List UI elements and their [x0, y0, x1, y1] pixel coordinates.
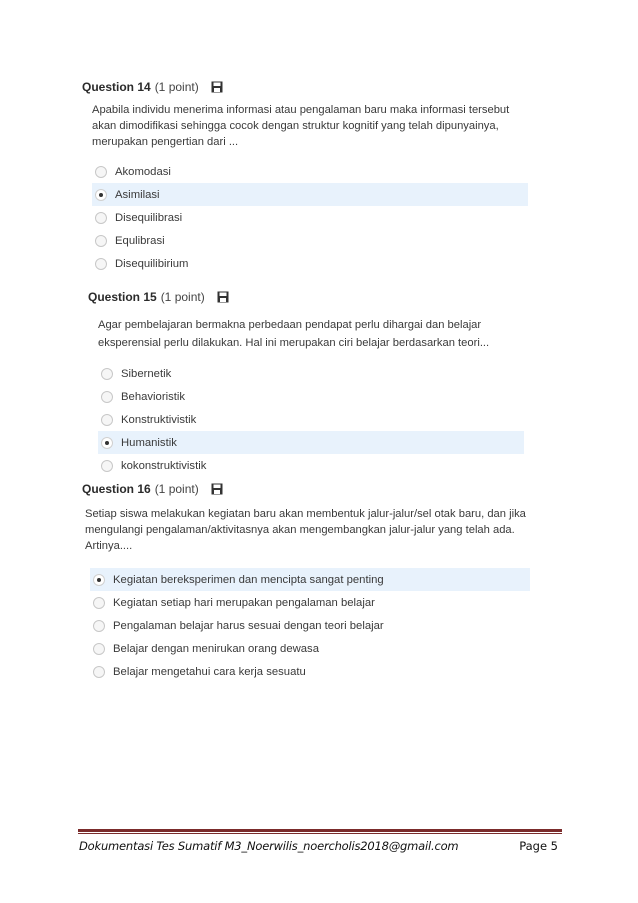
save-icon[interactable] — [211, 81, 223, 93]
option-label: kokonstruktivistik — [121, 459, 207, 472]
option-label: Behavioristik — [121, 390, 186, 403]
option-label: Belajar mengetahui cara kerja sesuatu — [113, 665, 306, 678]
question-points: (1 point) — [154, 80, 199, 94]
question-header — [82, 80, 532, 94]
radio-button[interactable] — [101, 414, 113, 426]
option-menirukan[interactable] — [90, 637, 530, 660]
option-label: Humanistik — [121, 436, 177, 449]
option-bereksperimen[interactable] — [90, 568, 530, 591]
option-label: Asimilasi — [115, 188, 160, 201]
footer-rule-thin — [78, 833, 562, 834]
save-icon[interactable] — [217, 291, 229, 303]
option-label: Kegiatan bereksperimen dan mencipta sangat penting — [113, 573, 384, 586]
radio-button[interactable] — [93, 597, 105, 609]
radio-button[interactable] — [93, 666, 105, 678]
footer-rule — [78, 829, 562, 832]
option-equlibrasi[interactable] — [92, 229, 528, 252]
radio-button[interactable] — [95, 212, 107, 224]
radio-button[interactable] — [101, 391, 113, 403]
radio-button[interactable] — [95, 235, 107, 247]
question-points: (1 point) — [154, 482, 199, 496]
option-label: Disequilibirium — [115, 257, 189, 270]
question-points: (1 point) — [160, 290, 205, 304]
question-text: Setiap siswa melakukan kegiatan baru akan membentuk jalur-jalur/sel otak baru, dan jika mengulangi pengalaman/aktivitasnya akan mengembangkan jalur-jalur yang telah ada. Artinya.... — [85, 508, 526, 552]
option-setiap-hari[interactable] — [90, 591, 530, 614]
radio-button-selected[interactable] — [95, 189, 107, 201]
options-list — [92, 160, 528, 275]
radio-button[interactable] — [93, 643, 105, 655]
question-title: Question 14 — [82, 80, 151, 94]
option-label: Belajar dengan menirukan orang dewasa — [113, 642, 319, 655]
question-header — [88, 290, 528, 304]
question-16 — [82, 482, 532, 683]
question-text: Agar pembelajaran bermakna perbedaan pendapat perlu dihargai dan belajar eksperensial perlu dilakukan. Hal ini merupakan ciri belajar berdasarkan teori... — [98, 319, 490, 349]
option-label: Equlibrasi — [115, 234, 165, 247]
option-disequilibirium[interactable] — [92, 252, 528, 275]
question-text: Apabila individu menerima informasi atau pengalaman baru maka informasi tersebut akan dimodifikasi sehingga cocok dengan struktur kognitif yang telah dipunyainya, merupakan pengertian dari ... — [92, 104, 510, 148]
radio-button[interactable] — [101, 368, 113, 380]
option-label: Akomodasi — [115, 165, 171, 178]
option-sibernetik[interactable] — [98, 362, 524, 385]
option-kokonstruktivistik[interactable] — [98, 454, 524, 477]
footer-document-title: Dokumentasi Tes Sumatif M3_Noerwilis_noercholis2018@gmail.com — [79, 839, 459, 853]
question-header — [82, 482, 532, 496]
radio-button[interactable] — [95, 258, 107, 270]
question-title: Question 15 — [88, 290, 157, 304]
option-disequilibrasi[interactable] — [92, 206, 528, 229]
radio-button-selected[interactable] — [93, 574, 105, 586]
option-konstruktivistik[interactable] — [98, 408, 524, 431]
option-label: Pengalaman belajar harus sesuai dengan teori belajar — [113, 619, 384, 632]
question-15 — [88, 290, 528, 477]
question-title: Question 16 — [82, 482, 151, 496]
radio-button-selected[interactable] — [101, 437, 113, 449]
options-list — [98, 362, 524, 477]
option-akomodasi[interactable] — [92, 160, 528, 183]
options-list — [90, 568, 530, 683]
question-14 — [82, 80, 532, 275]
page-number: Page 5 — [519, 839, 558, 853]
radio-button[interactable] — [101, 460, 113, 472]
save-icon[interactable] — [211, 483, 223, 495]
option-cara-kerja[interactable] — [90, 660, 530, 683]
option-humanistik[interactable] — [98, 431, 524, 454]
radio-button[interactable] — [93, 620, 105, 632]
option-label: Sibernetik — [121, 367, 172, 380]
option-asimilasi[interactable] — [92, 183, 528, 206]
option-label: Disequilibrasi — [115, 211, 183, 224]
option-behavioristik[interactable] — [98, 385, 524, 408]
option-sesuai-teori[interactable] — [90, 614, 530, 637]
option-label: Kegiatan setiap hari merupakan pengalaman belajar — [113, 596, 375, 609]
option-label: Konstruktivistik — [121, 413, 197, 426]
radio-button[interactable] — [95, 166, 107, 178]
